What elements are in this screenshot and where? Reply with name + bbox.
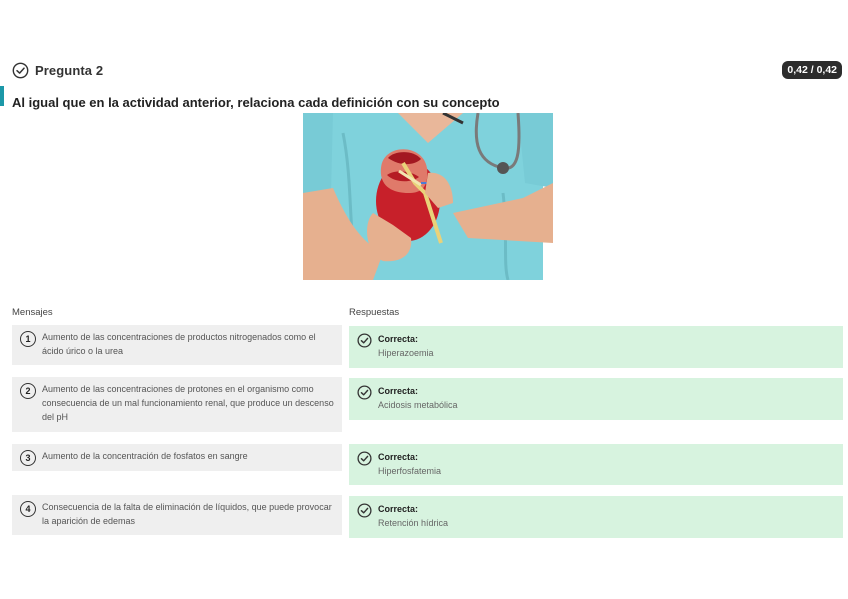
message-text: Aumento de las concentraciones de productos nitrogenados como el ácido úrico o la urea — [42, 332, 316, 356]
messages-column-label: Mensajes — [12, 307, 53, 318]
question-header — [12, 60, 842, 80]
check-circle-icon — [357, 333, 372, 348]
check-circle-icon — [357, 503, 372, 518]
message-number-badge: 1 — [20, 331, 36, 347]
answer-status: Correcta: — [378, 452, 419, 462]
question-title: Pregunta 2 — [35, 62, 104, 78]
message-item — [12, 444, 342, 471]
score-badge: 0,42 / 0,42 — [782, 61, 842, 79]
check-circle-icon — [12, 62, 29, 79]
answer-value: Hiperfosfatemia — [378, 466, 442, 476]
answer-status: Correcta: — [378, 504, 419, 514]
answers-column-label: Respuestas — [349, 307, 400, 318]
message-number-badge: 4 — [20, 501, 36, 517]
kidney-illustration-image — [303, 113, 553, 280]
message-number-badge: 2 — [20, 383, 36, 399]
message-item — [12, 325, 342, 365]
question-accent-bar — [0, 86, 4, 106]
answer-value: Retención hídrica — [378, 518, 449, 528]
answer-status: Correcta: — [378, 334, 419, 344]
answer-item — [349, 496, 843, 538]
message-text: Aumento de la concentración de fosfatos en sangre — [42, 451, 248, 461]
message-number-badge: 3 — [20, 450, 36, 466]
message-text: Consecuencia de la falta de eliminación de líquidos, que puede provocar la aparición de edemas — [42, 502, 332, 526]
check-circle-icon — [357, 451, 372, 466]
answer-item — [349, 444, 843, 485]
answer-item — [349, 378, 843, 420]
answer-value: Acidosis metabólica — [378, 400, 458, 410]
message-item — [12, 495, 342, 535]
message-text: Aumento de las concentraciones de protones en el organismo como consecuencia de un mal funcionamiento renal, que produce un descenso del pH — [42, 384, 334, 422]
answer-status: Correcta: — [378, 386, 419, 396]
answer-item — [349, 326, 843, 368]
answer-value: Hiperazoemia — [378, 348, 434, 358]
message-item — [12, 377, 342, 432]
question-prompt: Al igual que en la actividad anterior, relaciona cada definición con su concepto — [12, 95, 500, 110]
check-circle-icon — [357, 385, 372, 400]
question-title-group — [12, 62, 103, 79]
